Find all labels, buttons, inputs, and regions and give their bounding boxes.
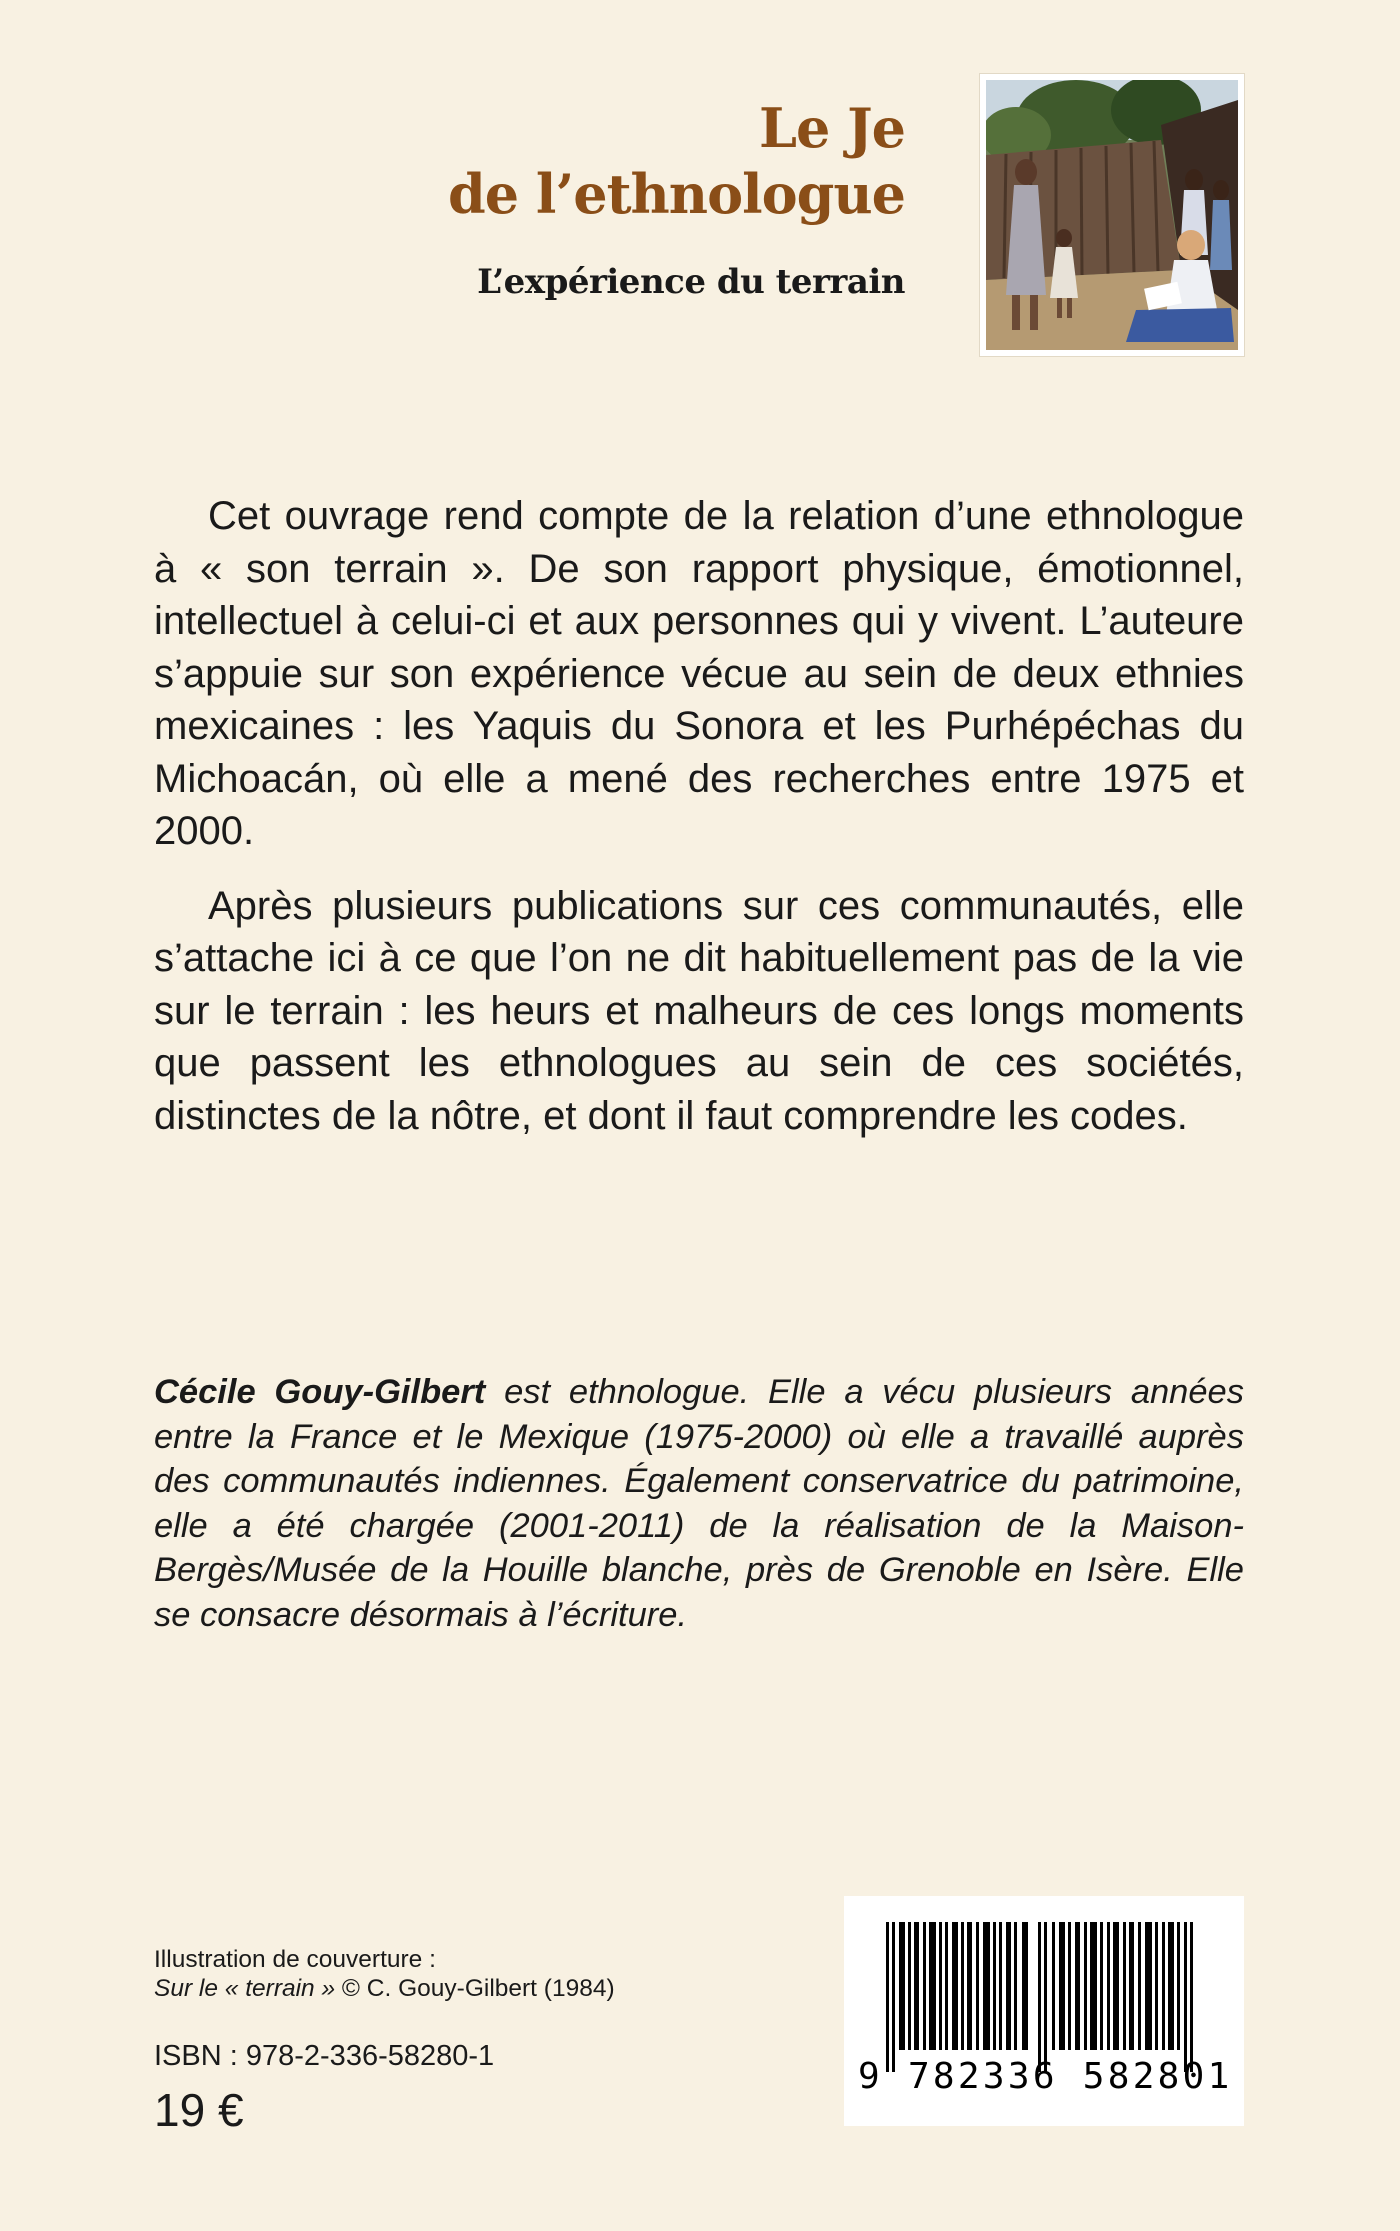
barcode [844,1896,1244,2126]
price: 19 € [154,2084,244,2136]
credits-label: Illustration de couverture : [154,1946,436,1973]
summary-paragraph-1: Cet ouvrage rend compte de la relation d’une ethnologue à « son terrain ». De son rapport physique, émotionnel, intellectuel à celui-ci et aux personnes qui y vivent. L’auteure s’appuie sur son expérience vécue au sein de deux ethnies mexicaines : les Yaquis du Sonora et les Purhépéchas du Michoacán, où elle a mené des recherches entre 1975 et 2000. [154,494,1244,853]
credits-line [154,1974,615,2003]
credits-copyright: © C. Gouy-Gilbert (1984) [335,1975,615,2002]
title-line-2: de l’ethnologue [448,162,905,226]
author-name: Cécile Gouy-Gilbert [154,1373,486,1411]
isbn: ISBN : 978-2-336-58280-1 [154,2040,495,2072]
book-title [448,95,905,227]
author-bio-text: est ethnologue. Elle a vécu plusieurs années entre la France et le Mexique (1975-2000) où elle a travaillé auprès des communautés indiennes. Également conservatrice du patrimoine, elle a été chargée (2001-2011) de la réalisation de la Maison-Bergès/Musée de la Houille blanche, près de Grenoble en Isère. Elle se consacre désormais à l’écriture. [154,1373,1244,1634]
book-summary [154,490,1244,1164]
title-line-1: Le Je [758,96,905,160]
cover-credits [154,1945,615,2003]
photo-image [986,80,1238,350]
cover-photo [980,74,1244,356]
barcode-digits: 9 782336 582801 [858,2056,1233,2097]
credits-work-title: Sur le « terrain » [154,1975,336,2002]
summary-paragraph-2: Après plusieurs publications sur ces communautés, elle s’attache ici à ce que l’on ne dit habituellement pas de la vie sur le terrain : les heurs et malheurs de ces longs moments que passent les ethnologues au sein de ces sociétés, distinctes de la nôtre, et dont il faut comprendre les codes. [154,883,1244,1138]
book-subtitle: L’expérience du terrain [477,262,905,302]
author-bio [154,1370,1244,1637]
